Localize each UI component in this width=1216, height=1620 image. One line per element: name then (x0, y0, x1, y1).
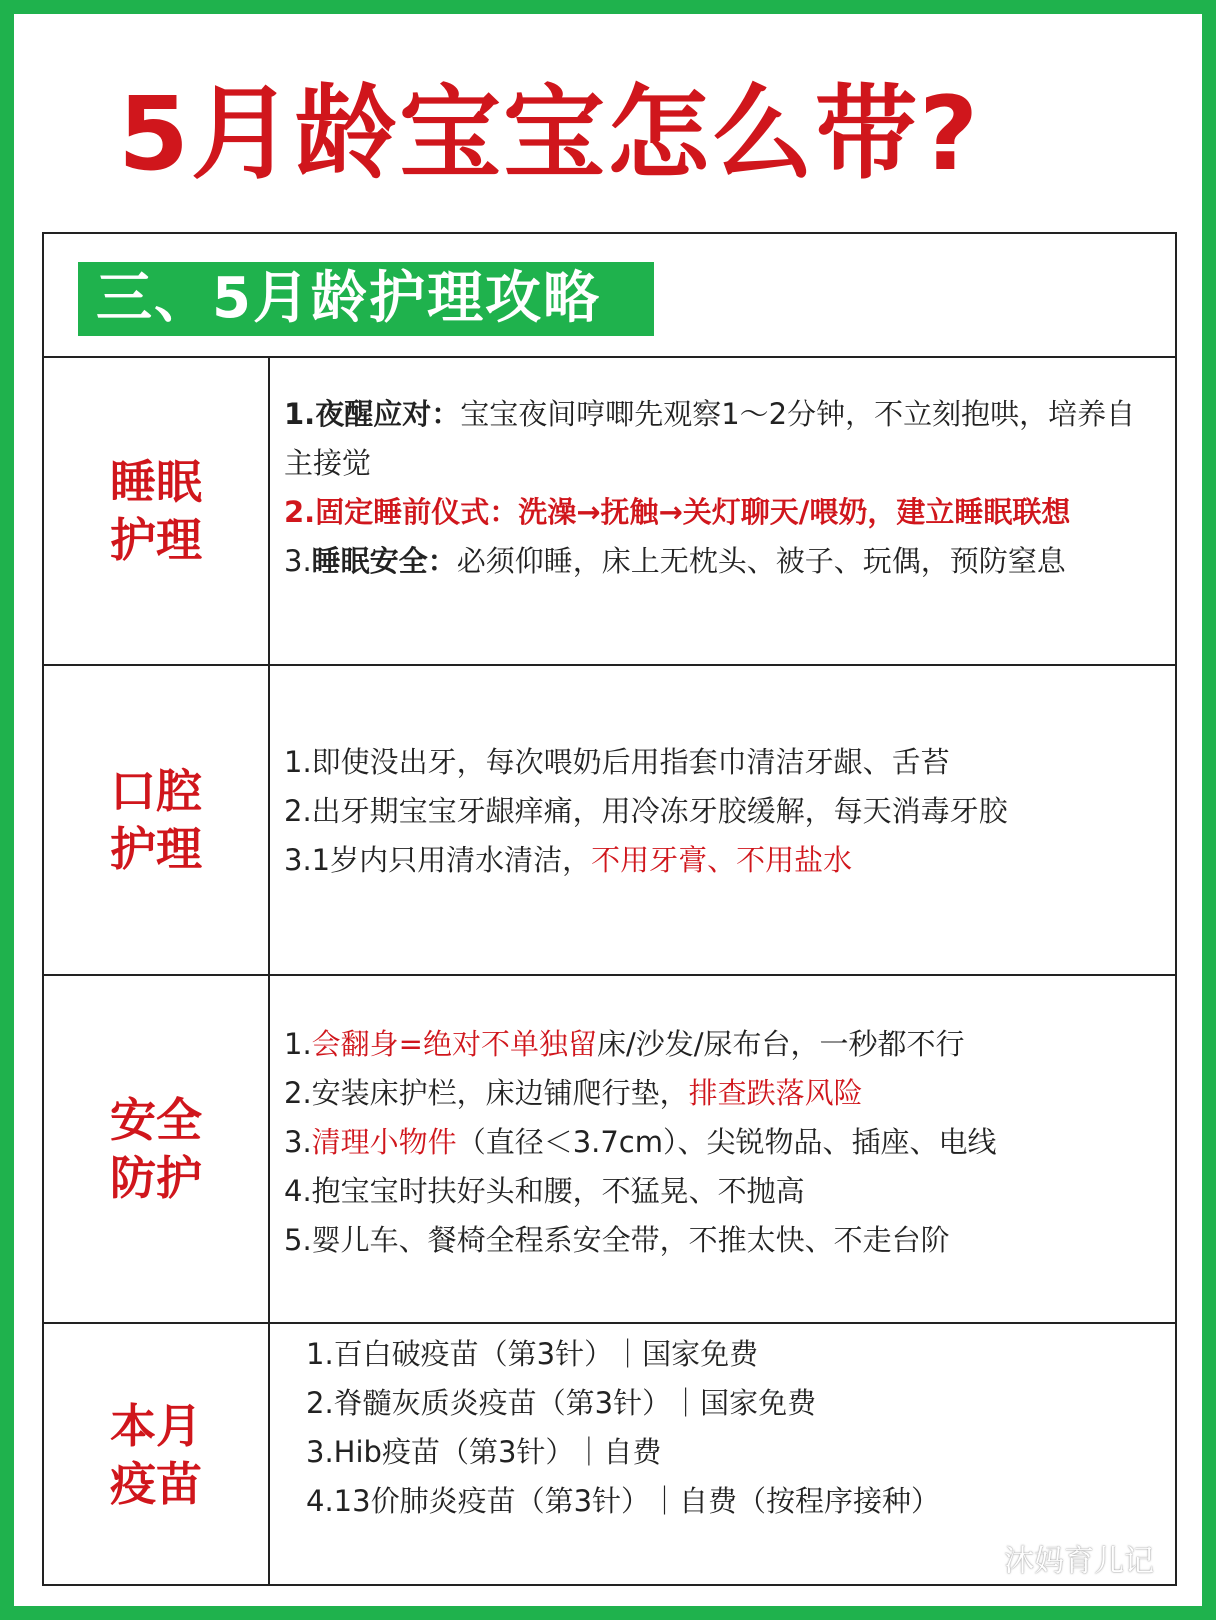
row-label-line: 本月 (110, 1399, 202, 1453)
list-item (284, 390, 1155, 488)
list-item (284, 1069, 1165, 1118)
item-body: 2.安装床护栏，床边铺爬行垫， (284, 1076, 689, 1110)
table-row-sleep (44, 356, 1175, 664)
list-item (284, 1020, 1165, 1069)
item-heading: 睡眠安全： (311, 544, 457, 578)
list-item: 3.Hib疫苗（第3针）｜自费 (306, 1435, 662, 1469)
item-body: 床/沙发/尿布台，一秒都不行 (596, 1027, 965, 1061)
row-label-safety (44, 976, 270, 1322)
watermark-text: 沐妈育儿记 (1004, 1544, 1154, 1579)
table-row-oral (44, 664, 1175, 974)
item-highlight: 会翻身=绝对不单独留 (311, 1027, 597, 1061)
list-item: 1.即使没出牙，每次喂奶后用指套巾清洁牙龈、舌苔 (284, 745, 950, 779)
care-table (42, 232, 1177, 1586)
list-item: 2.脊髓灰质炎疫苗（第3针）｜国家免费 (306, 1386, 817, 1420)
item-number: 1. (284, 1027, 312, 1061)
row-label-line: 睡眠 (110, 455, 202, 509)
row-label-oral (44, 666, 270, 974)
row-content-oral (270, 666, 1175, 974)
row-label-line: 安全 (110, 1093, 202, 1147)
page-title: 5月龄宝宝怎么带? (118, 75, 981, 194)
section-banner: 三、5月龄护理攻略 (78, 262, 654, 336)
item-number: 3. (284, 1125, 312, 1159)
list-item (284, 836, 1165, 885)
list-item (284, 537, 1155, 586)
row-content-safety (270, 976, 1175, 1322)
table-row-safety (44, 974, 1175, 1322)
item-body: 宝宝夜间哼唧先观察1～2分钟，不立刻抱哄，培养自主接觉 (284, 397, 1136, 480)
list-item: 2.固定睡前仪式：洗澡→抚触→关灯聊天/喂奶，建立睡眠联想 (284, 495, 1071, 529)
row-label-line: 护理 (110, 513, 202, 567)
item-highlight: 不用牙膏、不用盐水 (591, 843, 853, 877)
item-highlight: 排查跌落风险 (688, 1076, 863, 1110)
row-label-vaccine (44, 1324, 270, 1586)
row-label-line: 疫苗 (110, 1457, 202, 1511)
item-body: 必须仰睡，床上无枕头、被子、玩偶，预防窒息 (456, 544, 1066, 578)
list-item: 1.百白破疫苗（第3针）｜国家免费 (306, 1337, 759, 1371)
list-item: 4.13价肺炎疫苗（第3针）｜自费（按程序接种） (306, 1484, 941, 1518)
item-body: 3.1岁内只用清水清洁， (284, 843, 592, 877)
item-highlight: 清理小物件 (311, 1125, 457, 1159)
item-body: （直径＜3.7cm）、尖锐物品、插座、电线 (456, 1125, 997, 1159)
row-label-sleep (44, 358, 270, 664)
list-item: 2.出牙期宝宝牙龈痒痛，用冷冻牙胶缓解，每天消毒牙胶 (284, 794, 1008, 828)
list-item: 5.婴儿车、餐椅全程系安全带，不推太快、不走台阶 (284, 1223, 950, 1257)
item-number: 3. (284, 544, 312, 578)
row-content-sleep (270, 358, 1165, 664)
list-item (284, 1118, 1165, 1167)
row-label-line: 防护 (110, 1151, 202, 1205)
row-label-line: 护理 (110, 822, 202, 876)
row-label-line: 口腔 (110, 764, 202, 818)
item-heading: 1.夜醒应对： (284, 397, 461, 431)
list-item: 4.抱宝宝时扶好头和腰，不猛晃、不抛高 (284, 1174, 805, 1208)
